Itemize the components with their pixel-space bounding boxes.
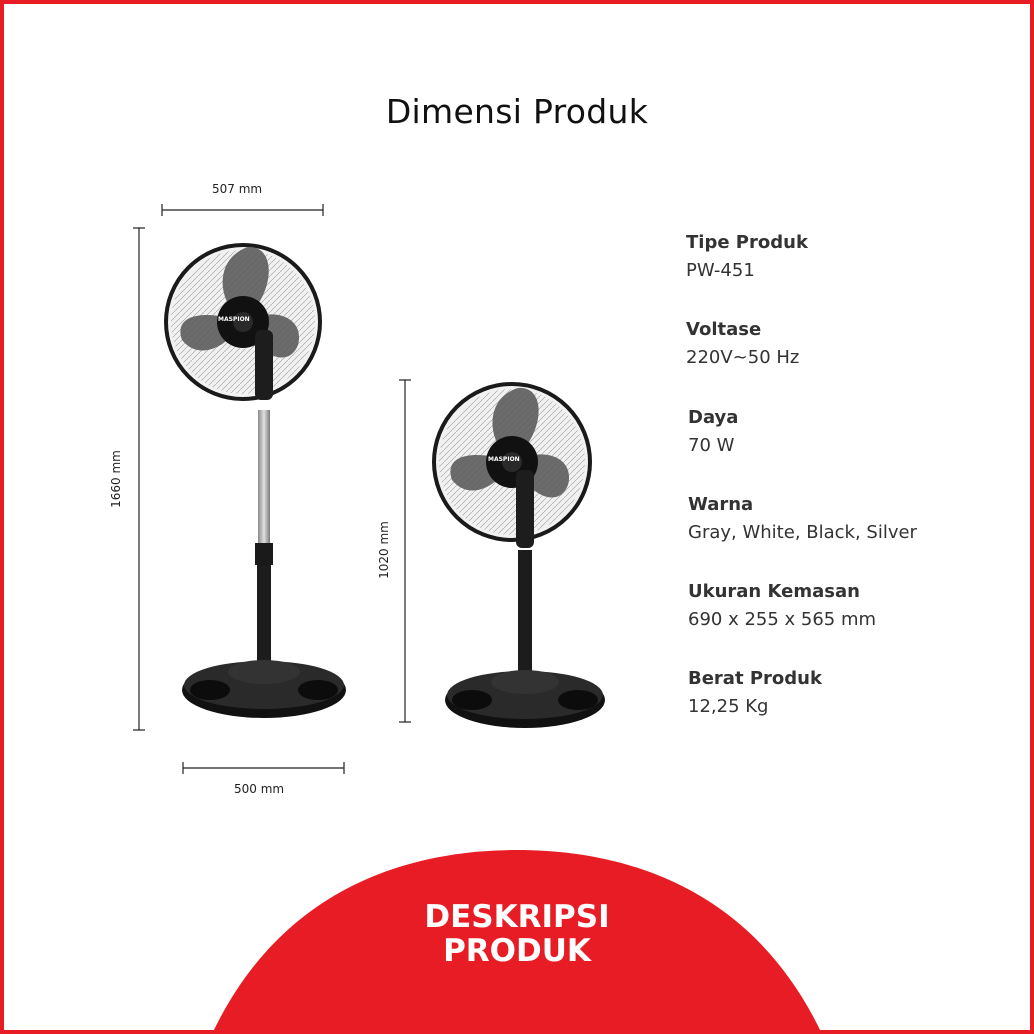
spec-label: Daya bbox=[688, 407, 739, 428]
dim-max-height: 1660 mm bbox=[108, 450, 123, 508]
tall-fan bbox=[166, 245, 346, 718]
spec-label: Voltase bbox=[686, 319, 762, 340]
brand-label-tall: MASPION bbox=[218, 316, 250, 323]
page-title: Dimensi Produk bbox=[385, 92, 649, 131]
banner-line-2: PRODUK bbox=[443, 933, 591, 969]
dim-base-width: 500 mm bbox=[234, 782, 285, 796]
spec-value: PW-451 bbox=[686, 260, 755, 281]
brand-label-short: MASPION bbox=[488, 456, 520, 463]
dim-min-height: 1020 mm bbox=[376, 521, 391, 579]
spec-value: Gray, White, Black, Silver bbox=[688, 522, 917, 543]
short-fan bbox=[434, 384, 605, 728]
dim-top-width: 507 mm bbox=[212, 182, 263, 196]
spec-value: 70 W bbox=[688, 435, 735, 456]
spec-warna bbox=[688, 492, 917, 548]
spec-value: 220V~50 Hz bbox=[686, 347, 800, 368]
description-banner[interactable] bbox=[317, 900, 717, 968]
spec-label: Berat Produk bbox=[688, 668, 822, 689]
spec-voltase bbox=[686, 317, 799, 373]
spec-tipe-produk bbox=[686, 230, 808, 286]
spec-label: Warna bbox=[688, 494, 754, 515]
spec-label: Ukuran Kemasan bbox=[688, 581, 860, 602]
spec-value: 690 x 255 x 565 mm bbox=[688, 609, 877, 630]
spec-ukuran-kemasan bbox=[688, 579, 876, 635]
spec-value: 12,25 Kg bbox=[688, 696, 769, 717]
spec-berat-produk bbox=[688, 666, 822, 722]
spec-label: Tipe Produk bbox=[686, 232, 808, 253]
spec-daya bbox=[688, 405, 738, 461]
banner-line-1: DESKRIPSI bbox=[424, 899, 610, 935]
